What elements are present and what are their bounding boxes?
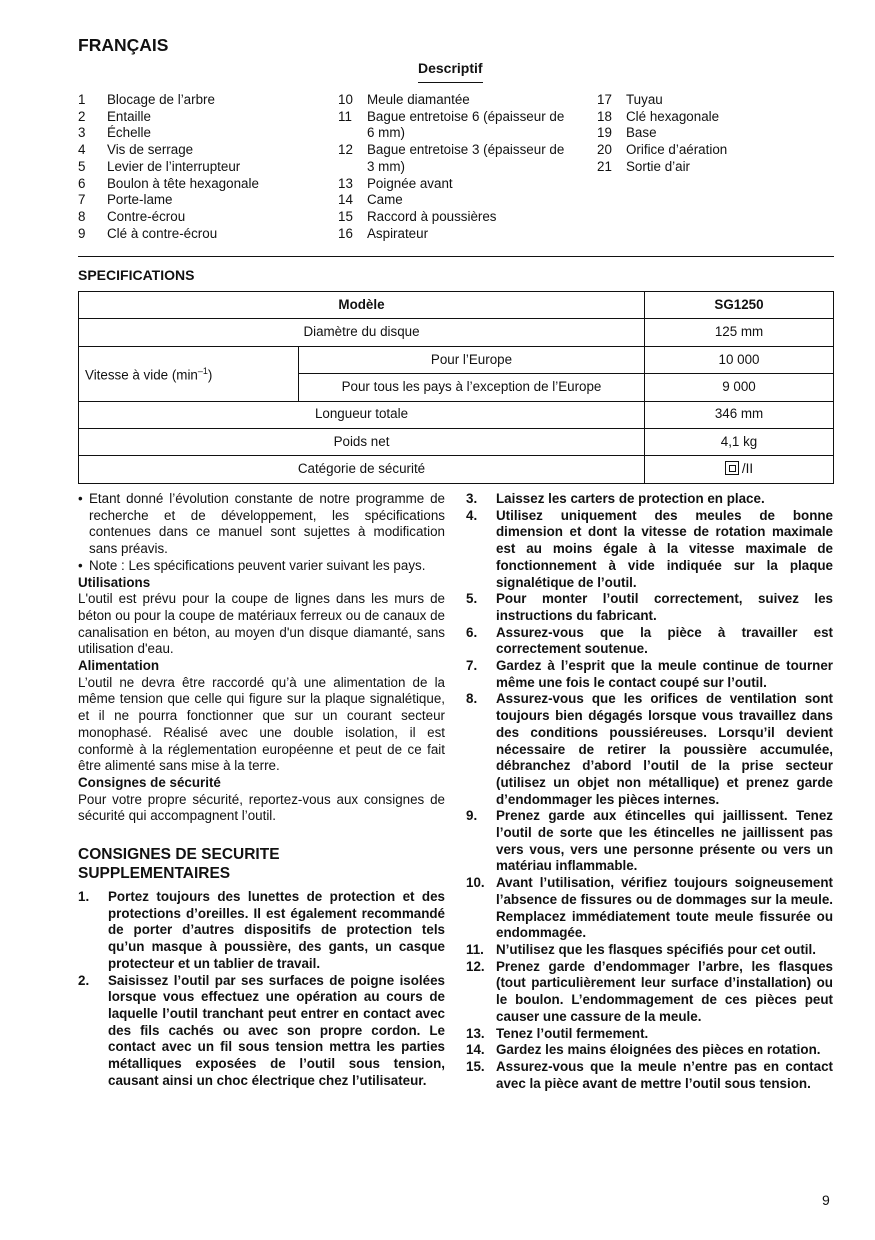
part-item: 21 Sortie d’air	[597, 158, 691, 174]
part-item: 15 Raccord à poussières	[338, 208, 497, 224]
disc-label: Diamètre du disque	[79, 319, 645, 346]
safety-item: 9. Prenez garde aux étincelles qui jaillissent. Tenez l’outil de sorte que les étincelles ne jaillissent pas vers vous, vers une personne présente ou vers un matériau inflammable.	[466, 808, 833, 874]
section-title: Consignes de sécurité	[78, 774, 221, 790]
other-value: 9 000	[645, 374, 834, 401]
part-item: 4 Vis de serrage	[78, 142, 194, 158]
bullet-text: Note : Les spécifications peuvent varier suivant les pays.	[89, 557, 426, 573]
part-item: 8 Contre-écrou	[78, 208, 186, 224]
model-label: Modèle	[79, 292, 645, 319]
part-item: 6 Boulon à tête hexagonale	[78, 175, 259, 191]
safety-item: 14. Gardez les mains éloignées des pièces en rotation.	[466, 1042, 821, 1058]
section-text: L'outil est prévu pour la coupe de lignes dans les murs de béton ou pour la coupe de matériaux ferreux ou de canaux de canalisation en béton, au moyen d'un disque diamanté, sans utilisation d'eau.	[78, 591, 445, 657]
part-item: 3 Échelle	[78, 125, 151, 141]
double-insulation-icon	[725, 461, 739, 475]
specifications-table	[78, 291, 834, 484]
consignes-heading: CONSIGNES DE SECURITE SUPPLEMENTAIRES	[78, 846, 280, 883]
left-column: • Etant donné l’évolution constante de notre programme de recherche et de développement, les spécifications contenues dans ce manuel sont sujettes à modification sans préavis. • Note : Les spécifications peuvent varier suivant les pays. Utilisations L'outil est prévu pour la coupe de lignes dans les murs de béton ou pour la coupe de matériaux ferreux ou de canaux de canalisation en béton, au moyen d'un disque diamanté, sans utilisation d'eau. Alimentation L’outil ne devra être raccordé qu’à une alimentation de la même tension que celle qui figure sur la plaque signalétique, et il ne pourra fonctionner que sur un courant secteur monophasé. Réalisé avec une double isolation, il est conformè à la réglementation européenne et peut de ce fait être alimenté sans mise à la terre. Consignes de sécurité Pour votre propre sécurité, reportez-vous aux consignes de sécurité qui accompagnent l’outil. CONSIGNES DE SECURITE SUPPLEMENTAIRES 1. Portez toujours des lunettes de protection et des protections d’oreilles. Il est également recommandé de porter d’autres dispositifs de protection tels qu’un masque à poussière, des gants, un casque protecteur et un tablier de travail. 2. Saisissez l’outil par ses surfaces de poigne isolées lorsque vous effectuez une opération au cours de laquelle l’outil tranchant peut entrer en contact avec des fils cachés ou avec son propre cordon. Le contact avec un fil sous tension mettra les parties métalliques exposées de l’outil sous tension, causant ainsi un choc électrique chez l’utilisateur.	[78, 491, 445, 1088]
part-item: 16 Aspirateur	[338, 225, 429, 241]
safety-item: 6. Assurez-vous que la pièce à travailler est correctement soutenue.	[466, 624, 833, 657]
safety-item: 12. Prenez garde d’endommager l’arbre, les flasques (tout particulièrement leur surface d’installation) ou le boulon. L’endommagement de ces pièces peut causer une cassure de la meule.	[466, 958, 833, 1024]
other-label: Pour tous les pays à l’exception de l’Europe	[299, 374, 645, 401]
part-item: 11 Bague entretoise 6 (épaisseur de 6 mm)	[338, 108, 565, 141]
part-item: 7 Porte-lame	[78, 192, 173, 208]
safety-value: /II	[645, 456, 834, 483]
descriptif-title: Descriptif	[418, 60, 483, 83]
parts-list-col2	[338, 92, 568, 242]
model-value: SG1250	[645, 292, 834, 319]
part-item: 10 Meule diamantée	[338, 92, 470, 107]
specifications-heading: SPECIFICATIONS	[78, 267, 195, 283]
safety-item: 8. Assurez-vous que les orifices de ventilation sont toujours bien dégagés lorsque vous travaillez dans des conditions poussiéreuses. Lorsqu’il devient nécessaire de retirer la poussière accumulée, débranchez d’abord l’outil de la prise secteur (utilisez un objet non métallique) et prenez garde d’endommager les pièces internes.	[466, 691, 833, 807]
language-heading: FRANÇAIS	[78, 35, 169, 55]
disc-value: 125 mm	[645, 319, 834, 346]
right-column	[466, 491, 833, 1092]
section-title: Alimentation	[78, 658, 160, 674]
safety-item: 4. Utilisez uniquement des meules de bonne dimension et dont la vitesse de rotation maximale est au moins égale à la vitesse maximale de fonctionnement à vide indiquée sur la plaque signalétique de l’outil.	[466, 507, 833, 590]
safety-item: 13. Tenez l’outil fermement.	[466, 1025, 649, 1041]
part-item: 20 Orifice d’aération	[597, 142, 728, 158]
speed-label: Vitesse à vide $(\min^{-1})$	[79, 346, 299, 401]
parts-list-col3	[597, 92, 827, 176]
part-item: 13 Poignée avant	[338, 175, 453, 191]
part-item: 9 Clé à contre-écrou	[78, 225, 218, 241]
safety-item: 5. Pour monter l’outil correctement, suivez les instructions du fabricant.	[466, 591, 833, 623]
weight-value: 4,1 kg	[645, 428, 834, 455]
length-label: Longueur totale	[79, 401, 645, 428]
safety-label: Catégorie de sécurité	[79, 456, 645, 483]
safety-item: 11. N’utilisez que les flasques spécifiés pour cet outil.	[466, 941, 816, 957]
part-item: 12 Bague entretoise 3 (épaisseur de 3 mm)	[338, 142, 565, 174]
europe-value: 10 000	[645, 346, 834, 373]
safety-item: 3. Laissez les carters de protection en place.	[466, 491, 765, 506]
length-value: 346 mm	[645, 401, 834, 428]
safety-item: 2. Saisissez l’outil par ses surfaces de poigne isolées lorsque vous effectuez une opération au cours de laquelle l’outil tranchant peut entrer en contact avec des fils cachés ou avec son propre cordon. Le contact avec un fil sous tension mettra les parties métalliques exposées de l’outil sous tension, causant ainsi un choc électrique chez l’utilisateur.	[78, 972, 445, 1088]
section-text: Pour votre propre sécurité, reportez-vous aux consignes de sécurité qui accompagnent l’outil.	[78, 791, 445, 824]
europe-label: Pour l’Europe	[299, 346, 645, 373]
part-item: 19 Base	[597, 125, 657, 141]
part-item: 1 Blocage de l’arbre	[78, 92, 215, 107]
section-text: L’outil ne devra être raccordé qu’à une alimentation de la même tension que celle qui figure sur la plaque signalétique, et il ne pourra fonctionner que sur un courant secteur monophasé. Réalisé avec une double isolation, il est conformè à la réglementation européenne et peut de ce fait être alimenté sans mise à la terre.	[78, 674, 445, 774]
parts-list-col1	[78, 92, 328, 242]
page-number: 9	[822, 1192, 830, 1208]
part-item: 17 Tuyau	[597, 92, 663, 107]
section-title: Utilisations	[78, 574, 151, 590]
bullet-text: Etant donné l’évolution constante de notre programme de recherche et de développement, les spécifications contenues dans ce manuel sont sujettes à modification sans préavis.	[89, 491, 445, 557]
part-item: 14 Came	[338, 192, 403, 208]
safety-item: 1. Portez toujours des lunettes de protection et des protections d’oreilles. Il est également recommandé de porter d’autres dispositifs de protection tels qu’un masque à poussière, des gants, un casque protecteur et un tablier de travail.	[78, 889, 445, 971]
safety-item: 7. Gardez à l’esprit que la meule continue de tourner même une fois le contact coupé sur l’outil.	[466, 658, 833, 690]
part-item: 5 Levier de l’interrupteur	[78, 158, 241, 174]
weight-label: Poids net	[79, 428, 645, 455]
part-item: 18 Clé hexagonale	[597, 108, 720, 124]
divider	[78, 256, 834, 257]
safety-item: 15. Assurez-vous que la meule n’entre pas en contact avec la pièce avant de mettre l’outil sous tension.	[466, 1058, 833, 1091]
safety-item: 10. Avant l’utilisation, vérifiez toujours soigneusement l’absence de fissures ou de dommages sur la meule. Remplacez immédiatement toute meule fissurée ou endommagée.	[466, 875, 833, 941]
part-item: 2 Entaille	[78, 108, 151, 124]
